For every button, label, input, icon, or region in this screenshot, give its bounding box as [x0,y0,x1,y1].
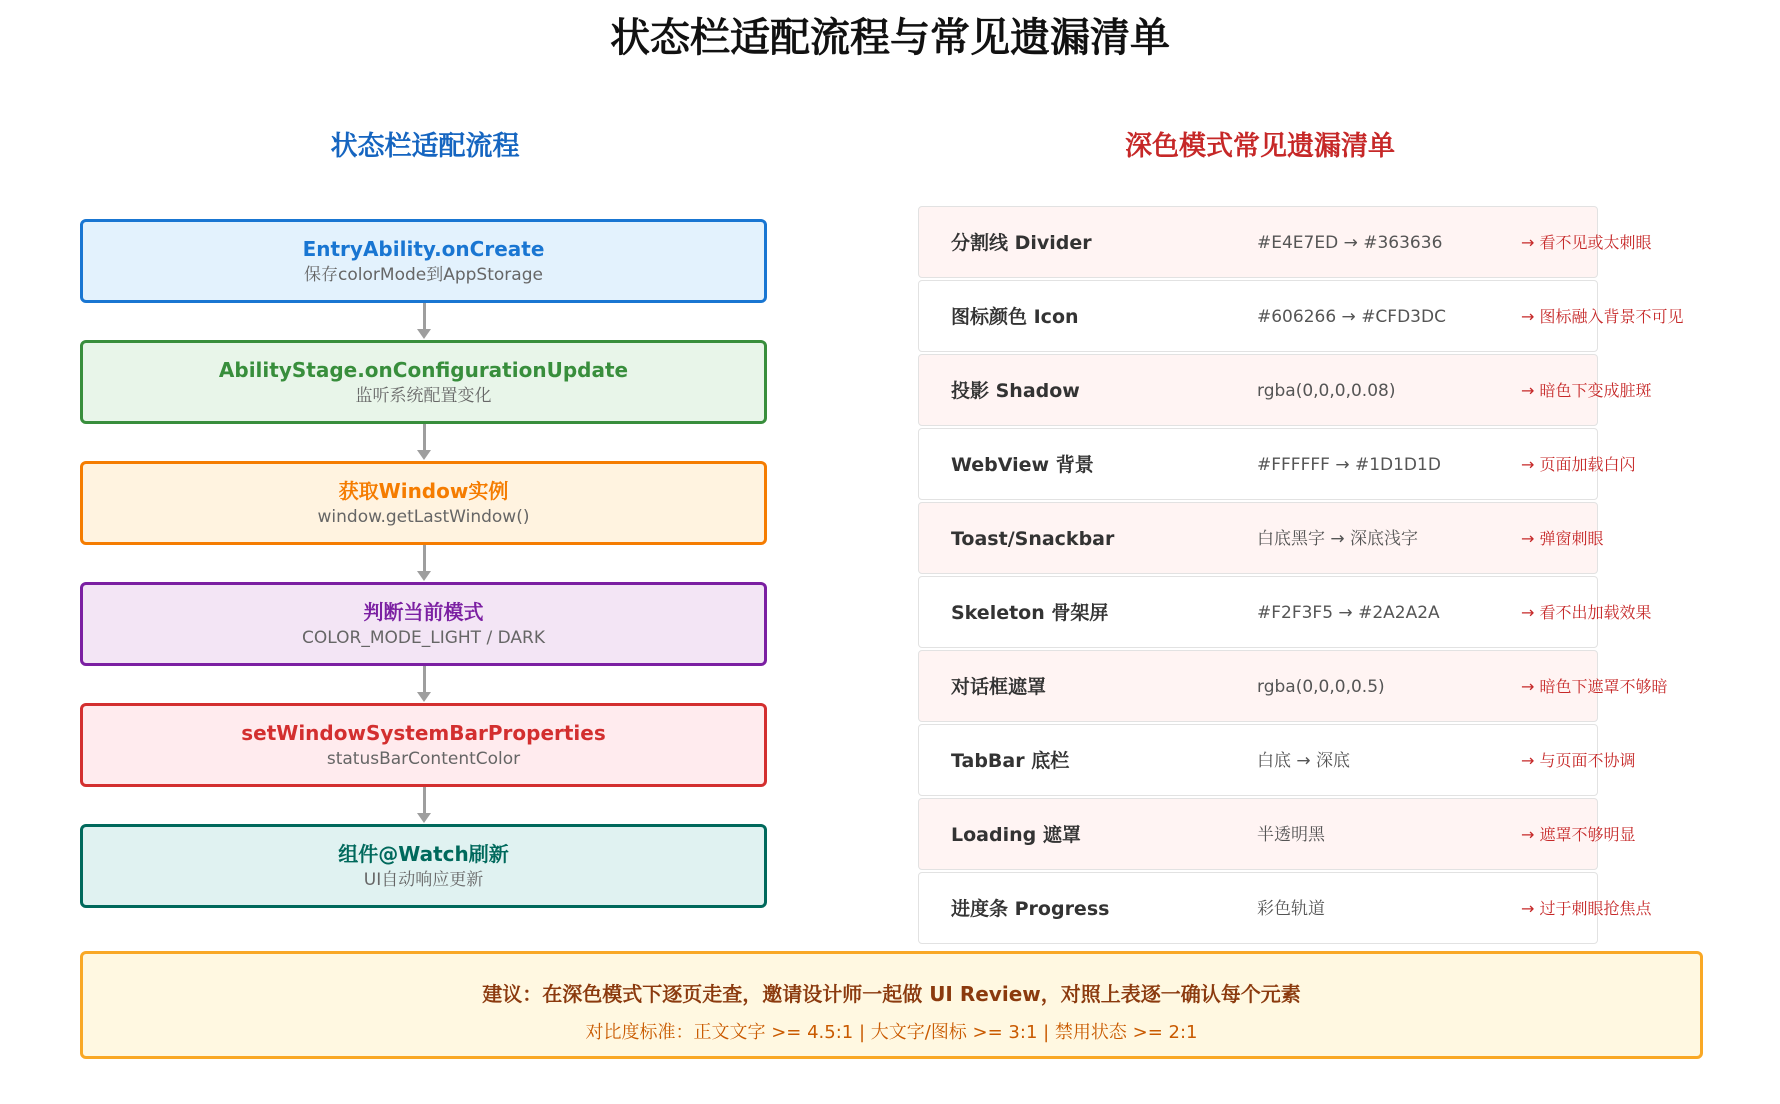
flow-heading: 状态栏适配流程 [330,131,520,162]
checklist-item-issue: → 与页面不协调 [1521,751,1636,770]
checklist-item-value: #E4E7ED → #363636 [1257,233,1443,253]
checklist-item-issue: → 图标融入背景不可见 [1521,307,1684,326]
checklist-item-name: Toast/Snackbar [951,528,1115,550]
checklist-item-name: Loading 遮罩 [951,824,1081,846]
flow-arrow-icon [421,787,427,823]
checklist-item-issue: → 遮罩不够明显 [1521,825,1636,844]
checklist-item-value: #FFFFFF → #1D1D1D [1257,455,1441,475]
page-title: 状态栏适配流程与常见遗漏清单 [610,15,1170,61]
checklist-item-value: rgba(0,0,0,0.5) [1257,677,1385,697]
flow-step-title: AbilityStage.onConfigurationUpdate [218,358,629,382]
checklist-item-issue: → 看不出加载效果 [1521,603,1652,622]
checklist-row [918,798,1636,870]
checklist-item-issue: → 过于刺眼抢焦点 [1521,899,1652,918]
checklist-item-issue: → 暗色下遮罩不够暗 [1521,677,1668,696]
flow-step-2 [80,340,767,424]
checklist-item-value: 半透明黑 [1257,825,1325,845]
flow-step-subtitle: COLOR_MODE_LIGHT / DARK [302,628,545,648]
checklist-item-value: rgba(0,0,0,0.08) [1257,381,1396,401]
recommendation-text: 建议：在深色模式下逐页走查，邀请设计师一起做 UI Review，对照上表逐一确认每个元素 [482,982,1301,1006]
checklist-row [918,280,1684,352]
contrast-standard-text: 对比度标准：正文文字 >= 4.5:1 | 大文字/图标 >= 3:1 | 禁用状态 >= 2:1 [585,1022,1198,1043]
checklist-item-name: 图标颜色 Icon [951,306,1079,328]
checklist-item-value: 彩色轨道 [1257,899,1325,919]
checklist-row [918,428,1636,500]
flow-step-subtitle: UI自动响应更新 [363,870,484,890]
flow-arrow-icon [421,666,427,702]
checklist-row [918,724,1636,796]
flow-step-title: 组件@Watch刷新 [338,842,509,866]
flow-step-title: setWindowSystemBarProperties [241,721,606,745]
checklist-item-name: WebView 背景 [951,454,1094,476]
flow-arrow-icon [421,424,427,460]
checklist-row [918,650,1668,722]
checklist-heading: 深色模式常见遗漏清单 [1125,131,1395,162]
checklist-item-issue: → 看不见或太刺眼 [1521,233,1652,252]
checklist-row [918,502,1604,574]
flow-step-4 [80,582,767,666]
checklist-item-name: 进度条 Progress [951,898,1110,920]
flow-step-title: 判断当前模式 [363,600,484,624]
checklist-item-name: 分割线 Divider [951,232,1092,254]
flow-step-3 [80,461,767,545]
recommendation-box [80,951,1703,1059]
checklist-item-name: 对话框遮罩 [951,676,1047,698]
checklist-item-name: TabBar 底栏 [951,750,1070,772]
flow-step-subtitle: 保存colorMode到AppStorage [304,265,543,285]
flow-step-6 [80,824,767,908]
flow-step-title: 获取Window实例 [338,479,509,503]
flow-arrow-icon [421,545,427,581]
checklist-item-value: 白底 → 深底 [1257,751,1351,771]
checklist-item-value: #606266 → #CFD3DC [1257,307,1446,327]
flow-step-subtitle: window.getLastWindow() [317,507,530,527]
flow-step-5 [80,703,767,787]
checklist-item-name: Skeleton 骨架屏 [951,602,1109,624]
flow-step-subtitle: statusBarContentColor [326,749,521,769]
checklist-item-value: #F2F3F5 → #2A2A2A [1257,603,1440,623]
checklist-item-issue: → 页面加载白闪 [1521,455,1636,474]
checklist-row [918,576,1652,648]
checklist-item-name: 投影 Shadow [951,380,1080,402]
flow-step-title: EntryAbility.onCreate [302,237,545,261]
checklist-item-value: 白底黑字 → 深底浅字 [1257,529,1419,549]
checklist-item-issue: → 暗色下变成脏斑 [1521,381,1652,400]
flow-step-subtitle: 监听系统配置变化 [355,386,492,406]
checklist-row [918,206,1652,278]
flow-step-1 [80,219,767,303]
checklist-row [918,354,1652,426]
flow-arrow-icon [421,303,427,339]
checklist-item-issue: → 弹窗刺眼 [1521,529,1604,548]
checklist-row [918,872,1652,944]
